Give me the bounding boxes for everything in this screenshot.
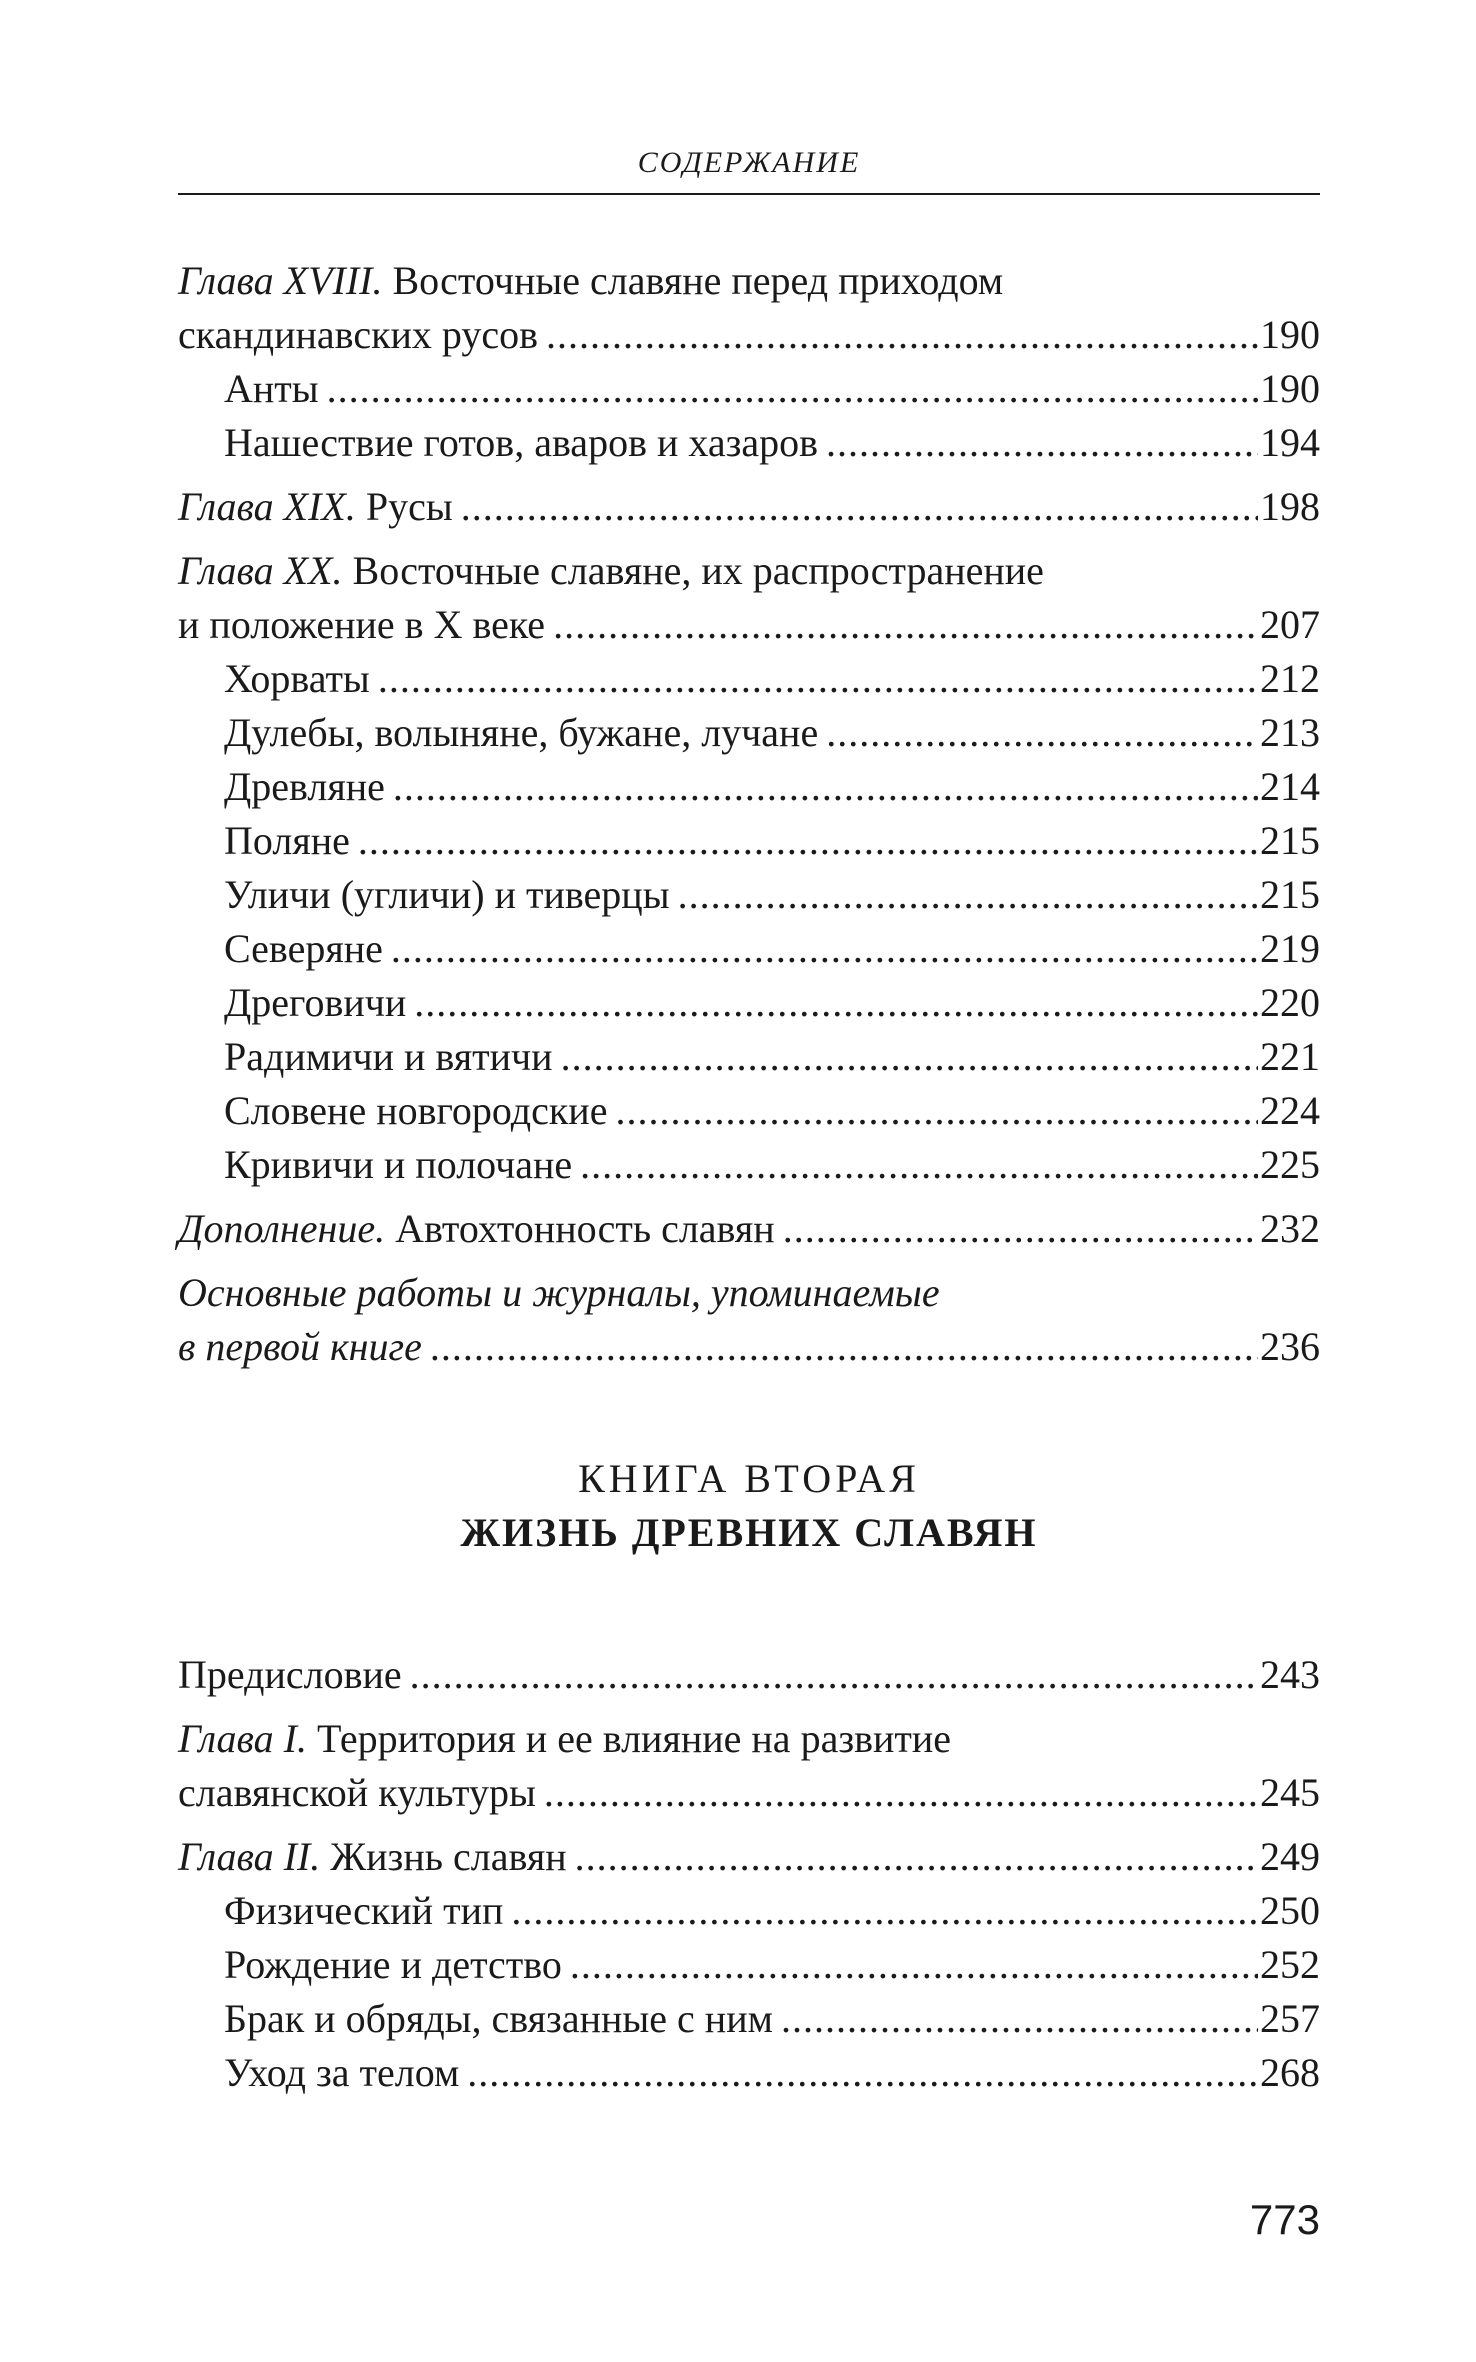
toc-entry-prefix: Дополнение. bbox=[178, 1206, 386, 1251]
toc-entry bbox=[178, 1266, 1320, 1374]
dot-leader bbox=[467, 2046, 1258, 2100]
toc-section-title: Кривичи и полочане bbox=[224, 1142, 573, 1187]
book-two-kicker: КНИГА ВТОРАЯ bbox=[578, 1456, 920, 1501]
toc-page-number: 215 bbox=[1260, 818, 1320, 863]
toc-section-title: Древляне bbox=[224, 764, 385, 809]
toc-line bbox=[178, 308, 1320, 362]
table-of-contents-book-two bbox=[178, 1648, 1320, 2100]
toc-line bbox=[178, 1320, 1320, 1374]
toc-page-number: 215 bbox=[1260, 872, 1320, 917]
toc-section-title: Дулебы, волыняне, бужане, лучане bbox=[224, 710, 819, 755]
table-of-contents-book-one bbox=[178, 254, 1320, 1374]
toc-entry-title: Автохтонность славян bbox=[395, 1206, 775, 1251]
toc-line bbox=[178, 254, 1320, 308]
toc-entry-title: Русы bbox=[365, 484, 453, 529]
toc-entry bbox=[178, 706, 1320, 760]
dot-leader bbox=[511, 1884, 1258, 1938]
dot-leader bbox=[826, 706, 1258, 760]
toc-entry bbox=[178, 1992, 1320, 2046]
toc-section-title: Брак и обряды, связанные с ним bbox=[224, 1996, 773, 2041]
toc-line bbox=[178, 706, 1320, 760]
toc-page-number: 243 bbox=[1260, 1652, 1320, 1697]
toc-entry bbox=[178, 1938, 1320, 1992]
toc-section-title: Уличи (угличи) и тиверцы bbox=[224, 872, 670, 917]
dot-leader bbox=[561, 1030, 1258, 1084]
toc-page-number: 214 bbox=[1260, 764, 1320, 809]
toc-page-number: 220 bbox=[1260, 980, 1320, 1025]
toc-entry bbox=[178, 976, 1320, 1030]
toc-entry-label bbox=[178, 308, 538, 362]
dot-leader bbox=[393, 760, 1258, 814]
toc-section-title: Уход за телом bbox=[224, 2050, 460, 2095]
toc-entry bbox=[178, 1084, 1320, 1138]
dot-leader bbox=[410, 1648, 1258, 1702]
toc-line bbox=[178, 480, 1320, 534]
toc-line bbox=[178, 598, 1320, 652]
dot-leader bbox=[430, 1320, 1258, 1374]
dot-leader bbox=[327, 362, 1258, 416]
page-number: 773 bbox=[1249, 2196, 1320, 2243]
toc-entry-prefix: Глава XIX. bbox=[178, 484, 356, 529]
toc-section-title: Дреговичи bbox=[224, 980, 407, 1025]
dot-leader bbox=[378, 652, 1258, 706]
toc-entry-label bbox=[178, 1266, 940, 1320]
dot-leader bbox=[570, 1938, 1258, 1992]
toc-entry bbox=[178, 1030, 1320, 1084]
toc-line bbox=[178, 1202, 1320, 1256]
toc-entry bbox=[178, 1138, 1320, 1192]
toc-entry-title: Предисловие bbox=[178, 1652, 402, 1697]
dot-leader bbox=[546, 308, 1258, 362]
dot-leader bbox=[575, 1830, 1258, 1884]
book-two-title: ЖИЗНЬ ДРЕВНИХ СЛАВЯН bbox=[460, 1510, 1038, 1555]
toc-line bbox=[178, 760, 1320, 814]
toc-line bbox=[178, 868, 1320, 922]
toc-line bbox=[178, 1266, 1320, 1320]
dot-leader bbox=[358, 814, 1258, 868]
dot-leader bbox=[615, 1084, 1258, 1138]
toc-section-title: Радимичи и вятичи bbox=[224, 1034, 553, 1079]
toc-line bbox=[178, 1992, 1320, 2046]
toc-line bbox=[178, 544, 1320, 598]
toc-line bbox=[178, 362, 1320, 416]
toc-section-title: Рождение и детство bbox=[224, 1942, 562, 1987]
dot-leader bbox=[580, 1138, 1258, 1192]
toc-page-number: 236 bbox=[1260, 1324, 1320, 1369]
toc-entry bbox=[178, 362, 1320, 416]
toc-page-number: 190 bbox=[1260, 312, 1320, 357]
toc-entry bbox=[178, 1648, 1320, 1702]
toc-line bbox=[178, 1030, 1320, 1084]
toc-page-number: 249 bbox=[1260, 1834, 1320, 1879]
toc-line bbox=[178, 1138, 1320, 1192]
toc-page-number: 245 bbox=[1260, 1770, 1320, 1815]
toc-line bbox=[178, 2046, 1320, 2100]
running-head: СОДЕРЖАНИЕ bbox=[637, 146, 861, 179]
toc-entry-prefix: Глава II. bbox=[178, 1834, 321, 1879]
dot-leader bbox=[414, 976, 1258, 1030]
toc-entry-label bbox=[178, 254, 1003, 308]
toc-entry-title: Восточные славяне, их распространение bbox=[352, 548, 1044, 593]
toc-entry-title: Жизнь славян bbox=[330, 1834, 567, 1879]
toc-entry bbox=[178, 544, 1320, 652]
toc-entry-label bbox=[178, 1830, 567, 1884]
toc-line bbox=[178, 1712, 1320, 1766]
toc-section-title: Анты bbox=[224, 366, 319, 411]
toc-entry-label bbox=[178, 480, 453, 534]
toc-entry bbox=[178, 1202, 1320, 1256]
toc-entry bbox=[178, 416, 1320, 470]
dot-leader bbox=[678, 868, 1258, 922]
dot-leader bbox=[544, 1766, 1258, 1820]
toc-line bbox=[178, 976, 1320, 1030]
book-two-heading bbox=[178, 1452, 1320, 1560]
toc-entry-prefix: Глава XVIII. bbox=[178, 258, 383, 303]
toc-page-number: 232 bbox=[1260, 1206, 1320, 1251]
toc-entry-title: скандинавских русов bbox=[178, 312, 539, 357]
toc-page-number: 207 bbox=[1260, 602, 1320, 647]
toc-entry-label bbox=[178, 1712, 951, 1766]
toc-entry-title: славянской культуры bbox=[178, 1770, 536, 1815]
toc-line bbox=[178, 1938, 1320, 1992]
toc-entry-prefix: Глава XX. bbox=[178, 548, 343, 593]
toc-page-number: 198 bbox=[1260, 484, 1320, 529]
toc-entry bbox=[178, 1712, 1320, 1820]
toc-entry-prefix: Глава I. bbox=[178, 1716, 307, 1761]
toc-page-number: 257 bbox=[1260, 1996, 1320, 2041]
dot-leader bbox=[391, 922, 1258, 976]
toc-entry-label bbox=[178, 1766, 536, 1820]
toc-line bbox=[178, 1830, 1320, 1884]
toc-entry-title: Территория и ее влияние на развитие bbox=[316, 1716, 952, 1761]
toc-page-number: 221 bbox=[1260, 1034, 1320, 1079]
toc-page-number: 250 bbox=[1260, 1888, 1320, 1933]
toc-section-title: Физический тип bbox=[224, 1888, 504, 1933]
toc-entry bbox=[178, 254, 1320, 362]
toc-section-title: Словене новгородские bbox=[224, 1088, 608, 1133]
toc-page-number: 252 bbox=[1260, 1942, 1320, 1987]
toc-page-number: 219 bbox=[1260, 926, 1320, 971]
toc-line bbox=[178, 416, 1320, 470]
toc-section-title: Нашествие готов, аваров и хазаров bbox=[224, 420, 819, 465]
toc-entry-label bbox=[178, 1320, 422, 1374]
dot-leader bbox=[553, 598, 1258, 652]
toc-entry-title: и положение в X веке bbox=[178, 602, 546, 647]
toc-entry-title: Восточные славяне перед приходом bbox=[392, 258, 1004, 303]
dot-leader bbox=[783, 1202, 1258, 1256]
toc-entry bbox=[178, 814, 1320, 868]
toc-entry-label bbox=[178, 1648, 402, 1702]
toc-page-number: 224 bbox=[1260, 1088, 1320, 1133]
toc-entry bbox=[178, 922, 1320, 976]
toc-entry-label bbox=[178, 598, 545, 652]
toc-entry-label bbox=[178, 544, 1044, 598]
toc-entry-label bbox=[178, 1202, 775, 1256]
toc-line bbox=[178, 1766, 1320, 1820]
dot-leader bbox=[781, 1992, 1258, 2046]
toc-section-title: Северяне bbox=[224, 926, 383, 971]
toc-entry bbox=[178, 760, 1320, 814]
dot-leader bbox=[826, 416, 1258, 470]
toc-line bbox=[178, 922, 1320, 976]
toc-entry bbox=[178, 1884, 1320, 1938]
toc-line bbox=[178, 1648, 1320, 1702]
toc-page-number: 225 bbox=[1260, 1142, 1320, 1187]
toc-entry-title: в первой книге bbox=[178, 1324, 422, 1369]
toc-line bbox=[178, 1884, 1320, 1938]
toc-entry bbox=[178, 868, 1320, 922]
toc-entry-title: Основные работы и журналы, упоминаемые bbox=[178, 1270, 940, 1315]
toc-entry bbox=[178, 1830, 1320, 1884]
toc-entry bbox=[178, 652, 1320, 706]
header-rule bbox=[178, 193, 1320, 195]
toc-entry bbox=[178, 480, 1320, 534]
dot-leader bbox=[461, 480, 1258, 534]
toc-line bbox=[178, 1084, 1320, 1138]
toc-section-title: Хорваты bbox=[224, 656, 370, 701]
toc-page-number: 213 bbox=[1260, 710, 1320, 755]
toc-page-number: 268 bbox=[1260, 2050, 1320, 2095]
toc-section-title: Поляне bbox=[224, 818, 350, 863]
toc-page-number: 212 bbox=[1260, 656, 1320, 701]
toc-page-number: 194 bbox=[1260, 420, 1320, 465]
toc-page-number: 190 bbox=[1260, 366, 1320, 411]
toc-line bbox=[178, 652, 1320, 706]
toc-line bbox=[178, 814, 1320, 868]
toc-entry bbox=[178, 2046, 1320, 2100]
